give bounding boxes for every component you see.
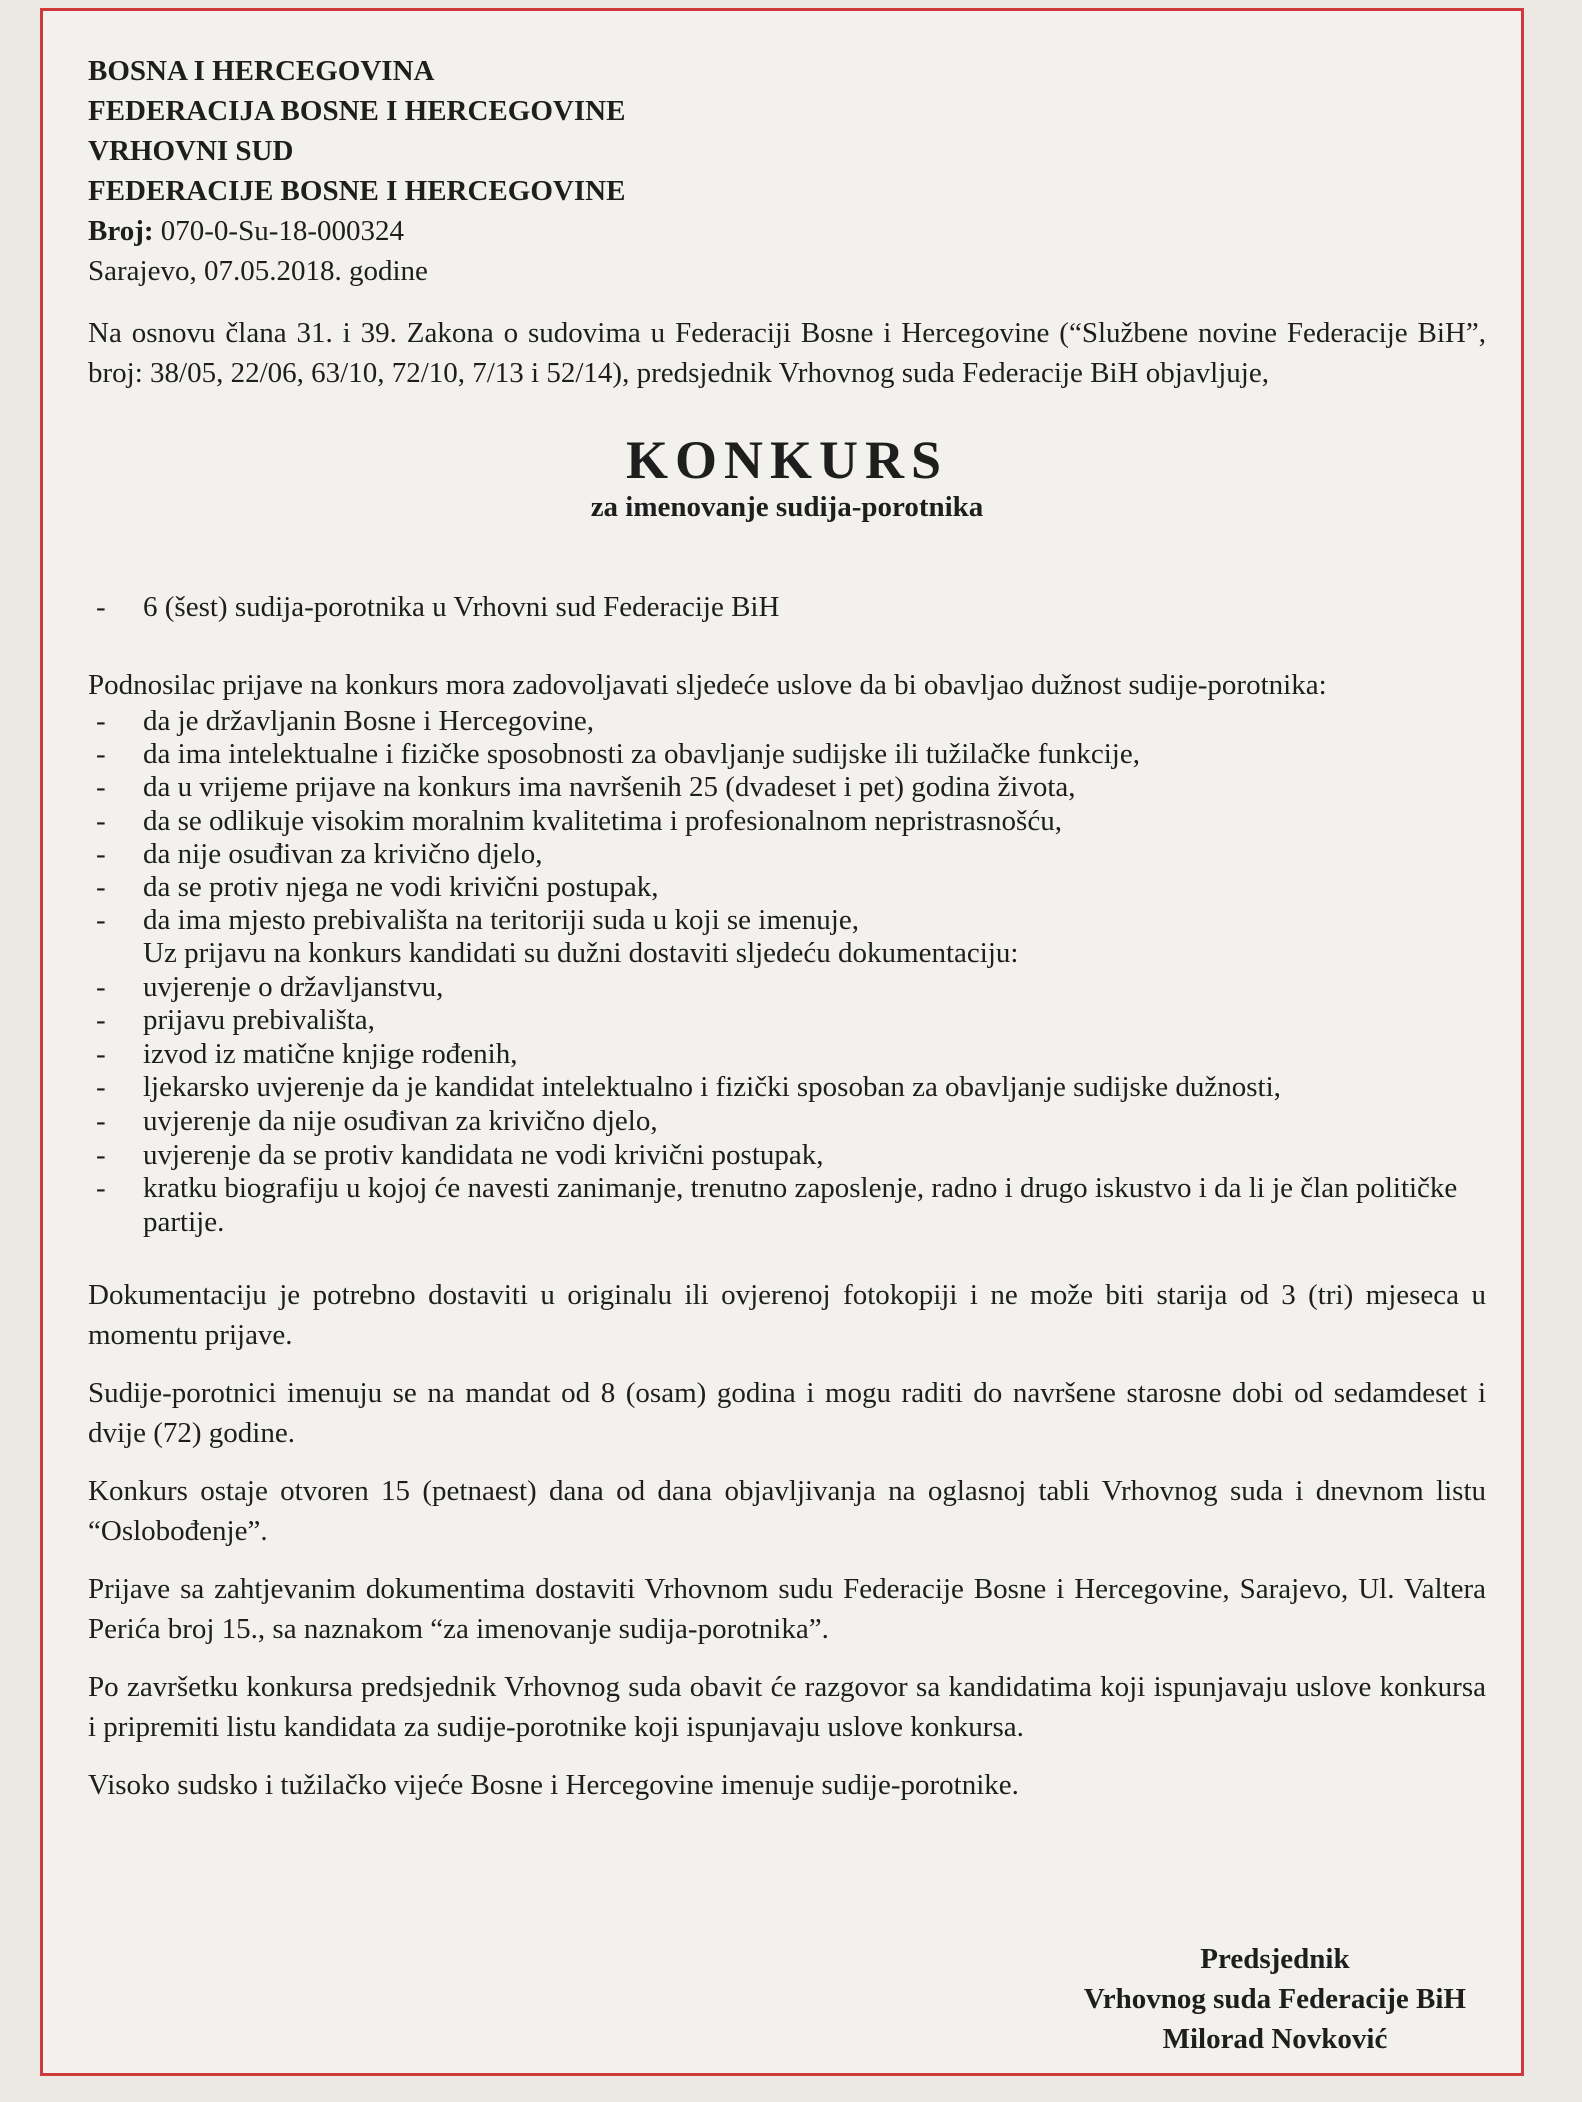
document-subtitle: za imenovanje sudija-porotnika: [590, 491, 984, 523]
title-block: [88, 431, 1486, 525]
list-item: - da ima mjesto prebivališta na teritoriji suda u koji se imenuje,: [96, 904, 859, 937]
list-item: - uvjerenje da nije osuđivan za krivično djelo,: [96, 1105, 658, 1137]
paragraph-duration: Konkurs ostaje otvoren 15 (petnaest) dana od dana objavljivanja na oglasnoj tabli Vrhovnog suda i dnevnom listu “Oslobođenje”.: [88, 1475, 1486, 1548]
documents-list: [88, 971, 1486, 1240]
paragraph-submission: Prijave sa zahtjevanim dokumentima dostaviti Vrhovnom sudu Federacije Bosne i Hercegovine, Sarajevo, Ul. Valtera Perića broj 15., sa naznakom “za imenovanje sudija-porotnika”.: [88, 1573, 1486, 1646]
list-item: - prijavu prebivališta,: [96, 1004, 375, 1037]
notice-content: [88, 51, 1486, 1805]
paragraph-mandate: Sudije-porotnici imenuju se na mandat od 8 (osam) godina i mogu raditi do navršene starosne dobi od sedamdeset i dvije (72) godine.: [88, 1377, 1486, 1450]
list-item: - da u vrijeme prijave na konkurs ima navršenih 25 (dvadeset i pet) godina života,: [96, 771, 1076, 804]
letterhead: [88, 51, 1486, 291]
letterhead-court: VRHOVNI SUD: [88, 135, 294, 167]
paragraph-documentation: Dokumentaciju je potrebno dostaviti u originalu ili ovjerenoj fotokopiji i ne može biti starija od 3 (tri) mjeseca u momentu prijave.: [88, 1279, 1486, 1352]
list-item: - da ima intelektualne i fizičke sposobnosti za obavljanje sudijske ili tužilačke funkcije,: [96, 738, 1140, 771]
signature-name: Milorad Novković: [1162, 2023, 1388, 2055]
list-item: - uvjerenje o državljanstvu,: [96, 970, 444, 1003]
requirements-intro: Podnosilac prijave na konkurs mora zadovoljavati sljedeće uslove da bi obavljao dužnost sudije-porotnika:: [88, 669, 1327, 701]
list-item: - da je državljanin Bosne i Hercegovine,: [96, 705, 594, 737]
reference-label: Broj:: [88, 215, 154, 247]
letterhead-court-federation: FEDERACIJE BOSNE I HERCEGOVINE: [88, 175, 626, 207]
position-text: 6 (šest) sudija-porotnika u Vrhovni sud Federacije BiH: [143, 591, 780, 623]
list-item: - da se protiv njega ne vodi krivični postupak,: [96, 871, 659, 904]
documents-intro: Uz prijavu na konkurs kandidati su dužni dostaviti sljedeću dokumentaciju:: [143, 937, 1019, 970]
signature-role: Predsjednik: [1200, 1943, 1350, 1975]
paragraph-appointment: Visoko sudsko i tužilačko vijeće Bosne i Hercegovine imenuje sudije-porotnike.: [88, 1769, 1019, 1802]
intro-paragraph: Na osnovu člana 31. i 39. Zakona o sudovima u Federaciji Bosne i Hercegovine (“Službene novine Federacije BiH”, broj: 38/05, 22/06, 63/10, 72/10, 7/13 i 52/14), predsjednik Vrhovnog suda Federacije BiH objavljuje,: [88, 317, 1486, 389]
reference-value: 070-0-Su-18-000324: [160, 215, 405, 247]
list-item: - kratku biografiju u kojoj će navesti zanimanje, trenutno zaposlenje, radno i drugo iskustvo i da li je član političke partije.: [96, 1172, 1458, 1238]
list-item: - izvod iz matične knjige rođenih,: [96, 1037, 518, 1070]
letterhead-country: BOSNA I HERCEGOVINA: [88, 55, 435, 87]
reference-number: [88, 211, 1486, 251]
document-title: KONKURS: [625, 430, 949, 490]
place-date: Sarajevo, 07.05.2018. godine: [88, 255, 428, 287]
list-item: - uvjerenje da se protiv kandidata ne vodi krivični postupak,: [96, 1138, 824, 1171]
letterhead-federation: FEDERACIJA BOSNE I HERCEGOVINE: [88, 95, 626, 127]
signature-block: [1084, 1939, 1466, 2059]
list-item: - da nije osuđivan za krivično djelo,: [96, 837, 543, 870]
list-dash: -: [96, 591, 106, 623]
requirements-list: [88, 705, 1486, 937]
list-item: - da se odlikuje visokim moralnim kvalitetima i profesionalnom nepristrasnošću,: [96, 804, 1062, 837]
notice-frame: [40, 8, 1524, 2076]
list-item: - ljekarsko uvjerenje da je kandidat intelektualno i fizički sposoban za obavljanje sudijske dužnosti,: [96, 1071, 1281, 1104]
position-item: [88, 587, 1486, 627]
signature-institution: Vrhovnog suda Federacije BiH: [1083, 1983, 1466, 2015]
paragraph-interview: Po završetku konkursa predsjednik Vrhovnog suda obavit će razgovor sa kandidatima koji ispunjavaju uslove konkursa i pripremiti listu kandidata za sudije-porotnike koji ispunjavaju uslove konkursa.: [88, 1671, 1486, 1744]
